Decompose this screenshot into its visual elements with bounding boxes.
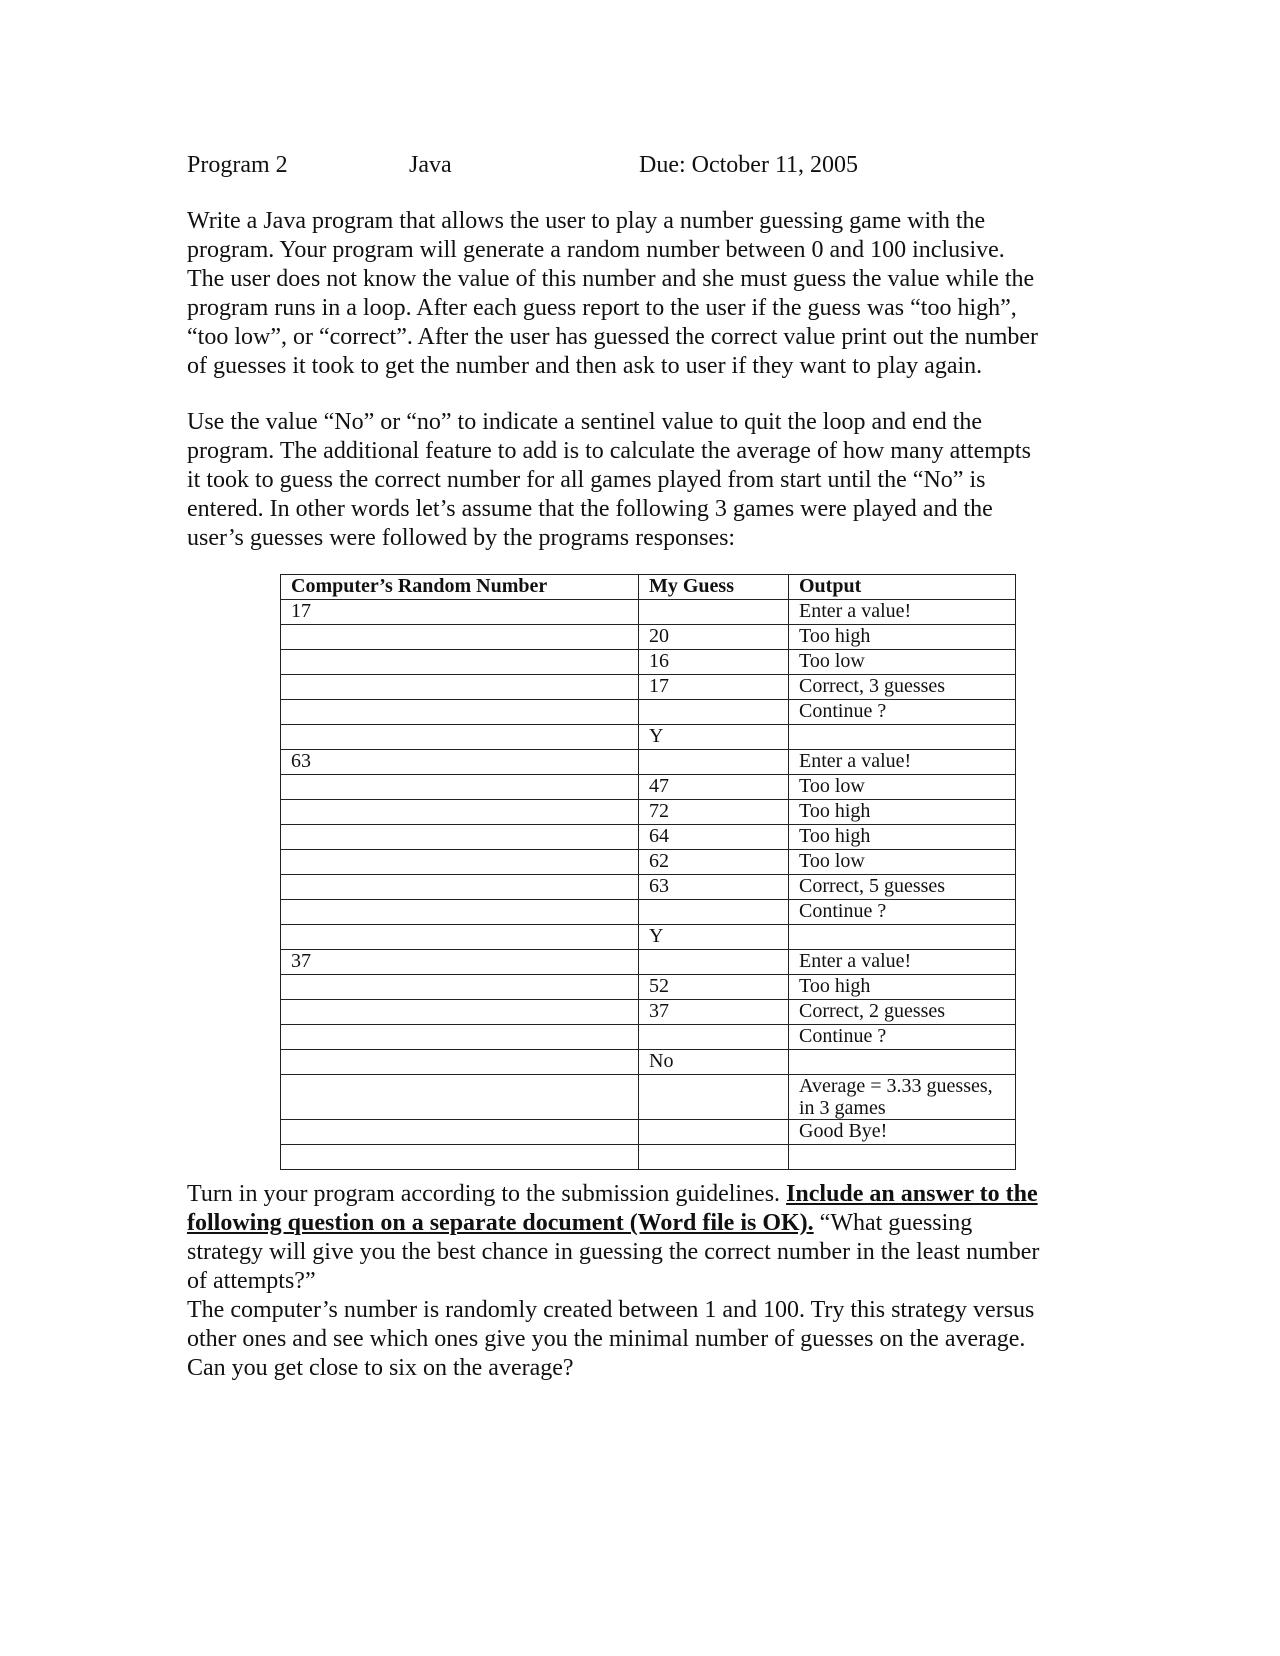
submission-paragraph <box>187 1180 1107 1383</box>
random-number-cell <box>281 925 639 950</box>
output-cell: Too high <box>789 625 1016 650</box>
table-row <box>281 1120 1016 1145</box>
random-number-cell <box>281 800 639 825</box>
random-number-cell <box>281 850 639 875</box>
text-line <box>187 1209 1107 1238</box>
language: Java <box>409 152 452 178</box>
text-line: it took to guess the correct number for all games played from start until the “No” is <box>187 467 986 493</box>
table-row <box>281 1025 1016 1050</box>
random-number-cell <box>281 1000 639 1025</box>
guess-cell <box>639 600 789 625</box>
output-cell: Continue ? <box>789 900 1016 925</box>
output-cell: Too high <box>789 975 1016 1000</box>
text-line: program. Your program will generate a random number between 0 and 100 inclusive. <box>187 237 1005 263</box>
random-number-cell <box>281 700 639 725</box>
output-cell <box>789 725 1016 750</box>
output-cell: Enter a value! <box>789 600 1016 625</box>
output-cell: Correct, 5 guesses <box>789 875 1016 900</box>
random-number-cell <box>281 1050 639 1075</box>
text-line: Write a Java program that allows the user to play a number guessing game with the <box>187 208 986 234</box>
random-number-cell: 17 <box>281 600 639 625</box>
program-number: Program 2 <box>187 152 288 178</box>
random-number-cell <box>281 975 639 1000</box>
example-games-table <box>280 574 1016 1170</box>
output-cell: Continue ? <box>789 700 1016 725</box>
random-number-cell <box>281 825 639 850</box>
random-number-cell <box>281 875 639 900</box>
table-body <box>281 600 1016 1170</box>
table-row <box>281 800 1016 825</box>
column-header: My Guess <box>639 575 789 600</box>
guess-cell: 16 <box>639 650 789 675</box>
guess-cell: 20 <box>639 625 789 650</box>
output-cell: Average = 3.33 guesses, in 3 games <box>789 1075 1016 1120</box>
table-row <box>281 700 1016 725</box>
guess-cell: 17 <box>639 675 789 700</box>
text-line: strategy will give you the best chance in guessing the correct number in the least number <box>187 1239 1040 1265</box>
due-date: Due: October 11, 2005 <box>639 152 859 178</box>
table-row <box>281 825 1016 850</box>
intro-paragraph <box>187 207 1107 381</box>
table-row <box>281 875 1016 900</box>
text-segment: “What guessing <box>813 1210 973 1236</box>
output-cell <box>789 1050 1016 1075</box>
random-number-cell <box>281 775 639 800</box>
text-line: The user does not know the value of this number and she must guess the value while the <box>187 266 1035 292</box>
emphasis-text: following question on a separate document (Word file is OK). <box>187 1210 814 1236</box>
table-row <box>281 600 1016 625</box>
guess-cell: No <box>639 1050 789 1075</box>
random-number-cell <box>281 1145 639 1170</box>
guess-cell: Y <box>639 725 789 750</box>
random-number-cell <box>281 900 639 925</box>
guess-cell: 52 <box>639 975 789 1000</box>
guess-cell <box>639 1025 789 1050</box>
text-segment: Turn in your program according to the submission guidelines. <box>187 1181 787 1207</box>
text-line: Can you get close to six on the average? <box>187 1355 574 1381</box>
text-line: entered. In other words let’s assume that the following 3 games were played and the <box>187 496 993 522</box>
emphasis-text: Include an answer to the <box>786 1181 1038 1207</box>
table-row <box>281 750 1016 775</box>
output-cell <box>789 925 1016 950</box>
table-row <box>281 625 1016 650</box>
output-cell: Correct, 3 guesses <box>789 675 1016 700</box>
text-line: “too low”, or “correct”. After the user has guessed the correct value print out the number <box>187 324 1039 350</box>
guess-cell: 62 <box>639 850 789 875</box>
random-number-cell <box>281 1025 639 1050</box>
random-number-cell <box>281 725 639 750</box>
text-line: Use the value “No” or “no” to indicate a sentinel value to quit the loop and end the <box>187 409 983 435</box>
table-row <box>281 675 1016 700</box>
output-cell: Correct, 2 guesses <box>789 1000 1016 1025</box>
text-line: The computer’s number is randomly created between 1 and 100. Try this strategy versus <box>187 1297 1035 1323</box>
table-row <box>281 1145 1016 1170</box>
text-line: of attempts?” <box>187 1268 316 1294</box>
random-number-cell <box>281 675 639 700</box>
output-cell: Too low <box>789 775 1016 800</box>
guess-cell <box>639 700 789 725</box>
table-row <box>281 1000 1016 1025</box>
output-cell: Enter a value! <box>789 950 1016 975</box>
guess-cell <box>639 950 789 975</box>
guess-cell <box>639 1145 789 1170</box>
random-number-cell <box>281 1075 639 1120</box>
output-cell: Too low <box>789 850 1016 875</box>
table-row <box>281 950 1016 975</box>
guess-cell: 37 <box>639 1000 789 1025</box>
output-cell: Good Bye! <box>789 1120 1016 1145</box>
table-row <box>281 725 1016 750</box>
output-cell: Too high <box>789 825 1016 850</box>
sentinel-paragraph <box>187 408 1107 553</box>
table-row <box>281 775 1016 800</box>
random-number-cell: 37 <box>281 950 639 975</box>
column-header: Output <box>789 575 1016 600</box>
output-cell: Enter a value! <box>789 750 1016 775</box>
random-number-cell <box>281 625 639 650</box>
text-line: program runs in a loop. After each guess report to the user if the guess was “too high”, <box>187 295 1017 321</box>
text-line: user’s guesses were followed by the programs responses: <box>187 525 736 551</box>
random-number-cell <box>281 1120 639 1145</box>
guess-cell <box>639 750 789 775</box>
table-row <box>281 850 1016 875</box>
guess-cell: 64 <box>639 825 789 850</box>
text-line: of guesses it took to get the number and then ask to user if they want to play again. <box>187 353 983 379</box>
guess-cell <box>639 900 789 925</box>
output-cell: Too low <box>789 650 1016 675</box>
guess-cell: 72 <box>639 800 789 825</box>
output-cell <box>789 1145 1016 1170</box>
random-number-cell <box>281 650 639 675</box>
guess-cell <box>639 1120 789 1145</box>
table-row <box>281 975 1016 1000</box>
guess-cell: Y <box>639 925 789 950</box>
random-number-cell: 63 <box>281 750 639 775</box>
guess-cell: 47 <box>639 775 789 800</box>
text-line: program. The additional feature to add is to calculate the average of how many attempts <box>187 438 1031 464</box>
column-header: Computer’s Random Number <box>281 575 639 600</box>
guess-cell <box>639 1075 789 1120</box>
table-header-row <box>281 575 1016 600</box>
output-cell: Too high <box>789 800 1016 825</box>
table-row <box>281 650 1016 675</box>
text-line <box>187 1180 1107 1209</box>
table-row <box>281 925 1016 950</box>
text-line: other ones and see which ones give you the minimal number of guesses on the average. <box>187 1326 1026 1352</box>
guess-cell: 63 <box>639 875 789 900</box>
output-cell: Continue ? <box>789 1025 1016 1050</box>
table-row <box>281 1050 1016 1075</box>
table-row <box>281 900 1016 925</box>
table-row <box>281 1075 1016 1120</box>
